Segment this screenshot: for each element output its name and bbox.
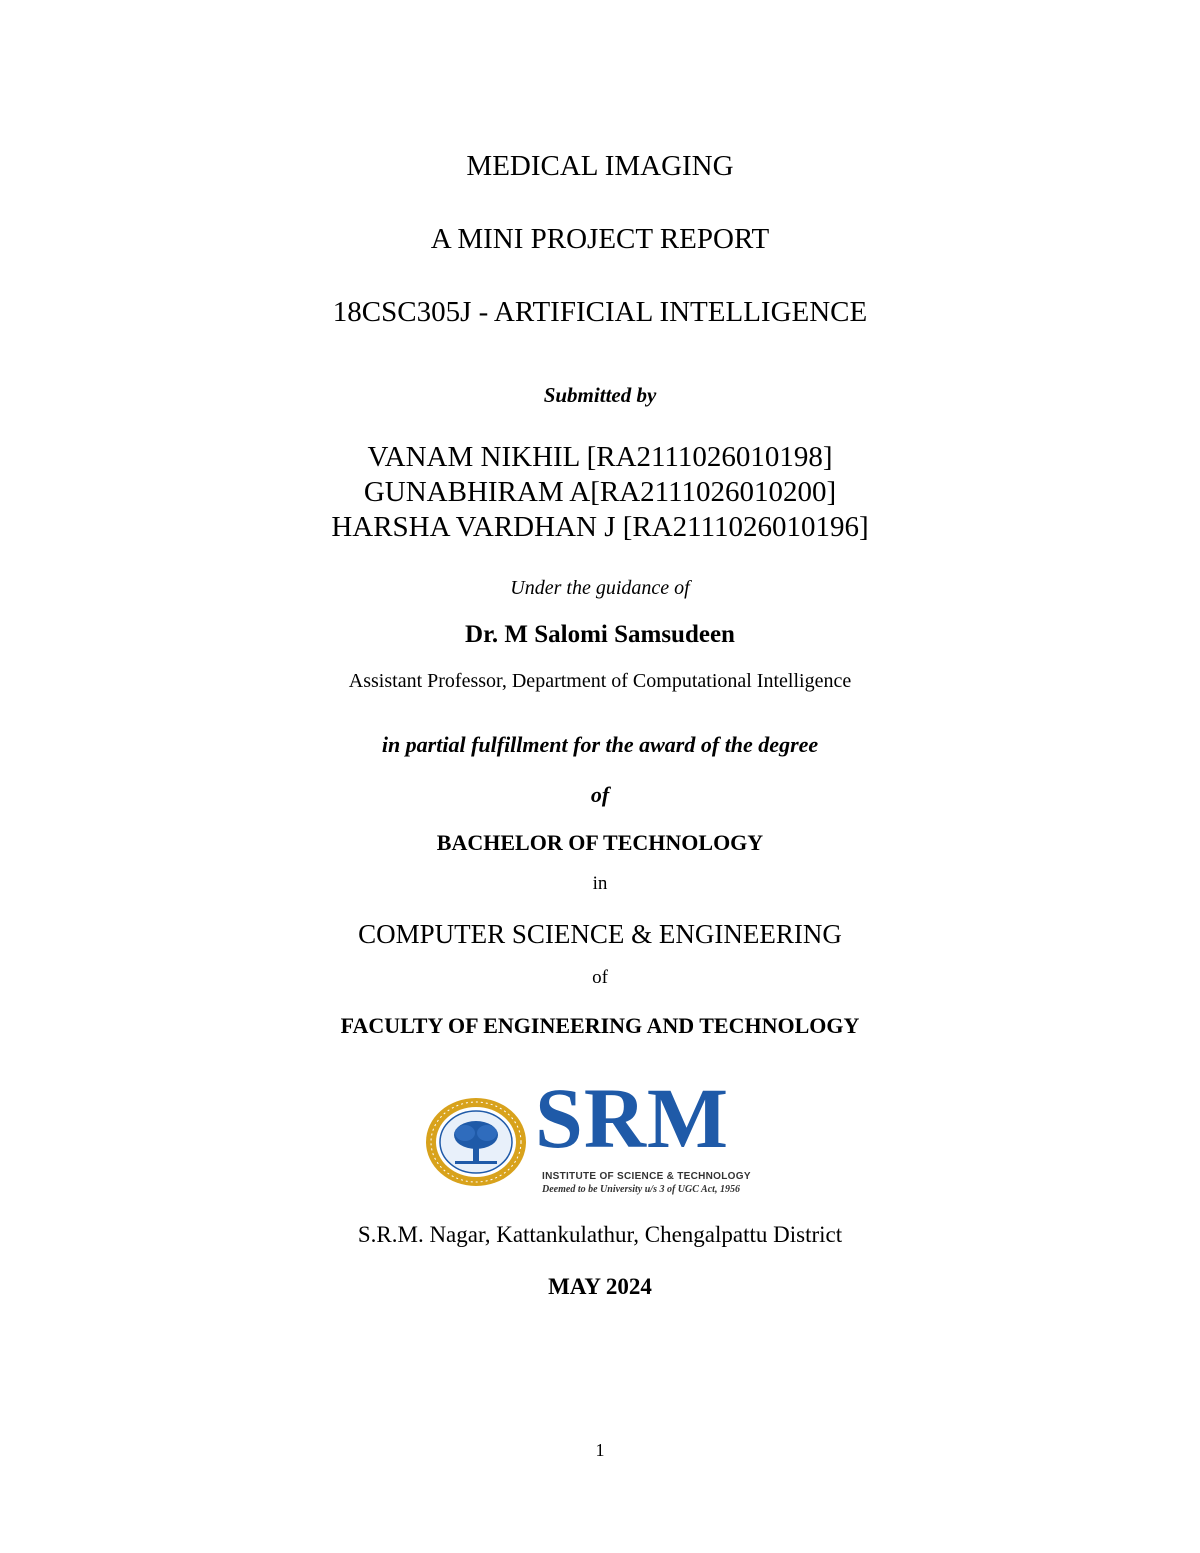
- srm-wordmark: SRM: [535, 1070, 730, 1166]
- of-italic: of: [590, 782, 610, 807]
- course-code: 18CSC305J - ARTIFICIAL INTELLIGENCE: [332, 296, 868, 328]
- guide-designation: Assistant Professor, Department of Computational Intelligence: [348, 670, 852, 692]
- student-3: HARSHA VARDHAN J [RA2111026010196]: [331, 511, 869, 543]
- srm-subtitle: INSTITUTE OF SCIENCE & TECHNOLOGY: [542, 1171, 751, 1182]
- degree: BACHELOR OF TECHNOLOGY: [436, 830, 764, 855]
- student-1: VANAM NIKHIL [RA2111026010198]: [367, 441, 833, 473]
- submission-date: MAY 2024: [548, 1274, 652, 1299]
- report-title: MEDICAL IMAGING: [466, 150, 734, 182]
- branch: COMPUTER SCIENCE & ENGINEERING: [358, 919, 842, 949]
- guidance-label: Under the guidance of: [510, 577, 690, 599]
- srm-logo: [425, 1070, 775, 1197]
- in-text: in: [592, 873, 608, 894]
- report-type: A MINI PROJECT REPORT: [430, 223, 770, 255]
- page-number: 1: [595, 1440, 605, 1460]
- student-2: GUNABHIRAM A[RA2111026010200]: [363, 476, 837, 508]
- submitted-by-label: Submitted by: [543, 383, 657, 407]
- faculty: FACULTY OF ENGINEERING AND TECHNOLOGY: [340, 1013, 860, 1038]
- of-text: of: [592, 967, 608, 988]
- guide-name: Dr. M Salomi Samsudeen: [465, 621, 735, 648]
- location: S.R.M. Nagar, Kattankulathur, Chengalpattu District: [357, 1222, 843, 1247]
- fulfillment-text: in partial fulfillment for the award of the degree: [381, 732, 819, 757]
- srm-seal-icon: [425, 1097, 527, 1187]
- srm-tagline: Deemed to be University u/s 3 of UGC Act, 1956: [542, 1184, 740, 1195]
